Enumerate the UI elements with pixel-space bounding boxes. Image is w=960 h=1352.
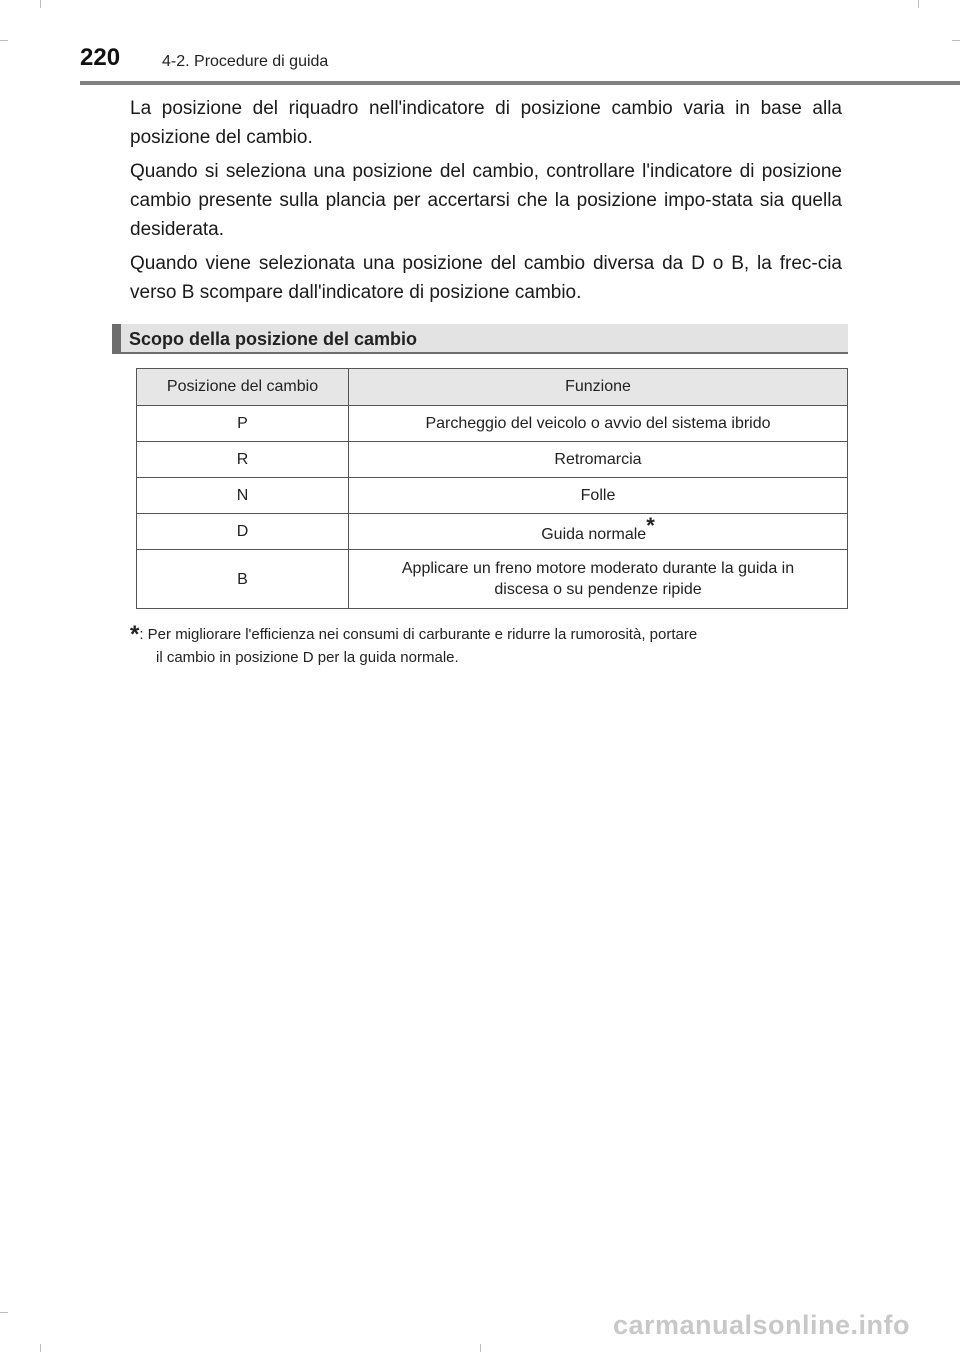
table-header-row [137, 369, 848, 406]
function-cell [349, 514, 848, 550]
position-cell: B [137, 550, 349, 609]
subheading [112, 324, 848, 354]
crop-mark [480, 1344, 481, 1352]
position-cell: R [137, 442, 349, 478]
section-title: 4-2. Procedure di guida [162, 53, 329, 70]
column-header: Posizione del cambio [137, 369, 349, 406]
watermark-logo: carmanualsonline.info [612, 1310, 910, 1340]
paragraph: Quando viene selezionata una posizione del cambio diversa da D o B, la frec-cia verso B scompare dall'indicatore di posizione cambio. [130, 253, 842, 303]
footnote [130, 620, 844, 669]
subheading-title: Scopo della posizione del cambio [129, 329, 418, 349]
crop-mark [0, 1312, 8, 1313]
shift-position-table [136, 368, 848, 609]
crop-mark [40, 0, 41, 8]
function-cell: Parcheggio del veicolo o avvio del sistema ibrido [349, 406, 848, 442]
page-number: 220 [80, 44, 121, 71]
position-cell: N [137, 478, 349, 514]
function-cell: Folle [349, 478, 848, 514]
page-header [0, 44, 960, 84]
function-text: Guida normale [541, 525, 647, 543]
position-cell: P [137, 406, 349, 442]
crop-mark [918, 0, 919, 8]
crop-mark [40, 1344, 41, 1352]
footnote-marker: * [130, 621, 140, 648]
function-text-line: discesa o su pendenze ripide [494, 581, 702, 598]
column-header: Funzione [349, 369, 848, 406]
table-row [137, 478, 848, 514]
footnote-text: : Per migliorare l'efficienza nei consumi di carburante e ridurre la rumorosità, portare [139, 626, 698, 643]
table-row [137, 550, 848, 609]
function-text-line: Applicare un freno motore moderato durante la guida in [401, 560, 795, 577]
paragraph: Quando si seleziona una posizione del cambio, controllare l'indicatore di posizione cambio presente sulla plancia per accertarsi che la posizione impo-stata sia quella desiderata. [130, 161, 842, 240]
footnote-text: il cambio in posizione D per la guida normale. [156, 649, 459, 666]
crop-mark [0, 40, 8, 41]
function-cell [349, 550, 848, 609]
header-divider [80, 81, 960, 85]
footnote-marker: * [646, 512, 655, 538]
paragraph: La posizione del riquadro nell'indicatore di posizione cambio varia in base alla posizione del cambio. [130, 98, 842, 148]
table-row [137, 406, 848, 442]
table-row [137, 514, 848, 550]
crop-mark [952, 40, 960, 41]
table-row [137, 442, 848, 478]
position-cell: D [137, 514, 349, 550]
function-cell: Retromarcia [349, 442, 848, 478]
